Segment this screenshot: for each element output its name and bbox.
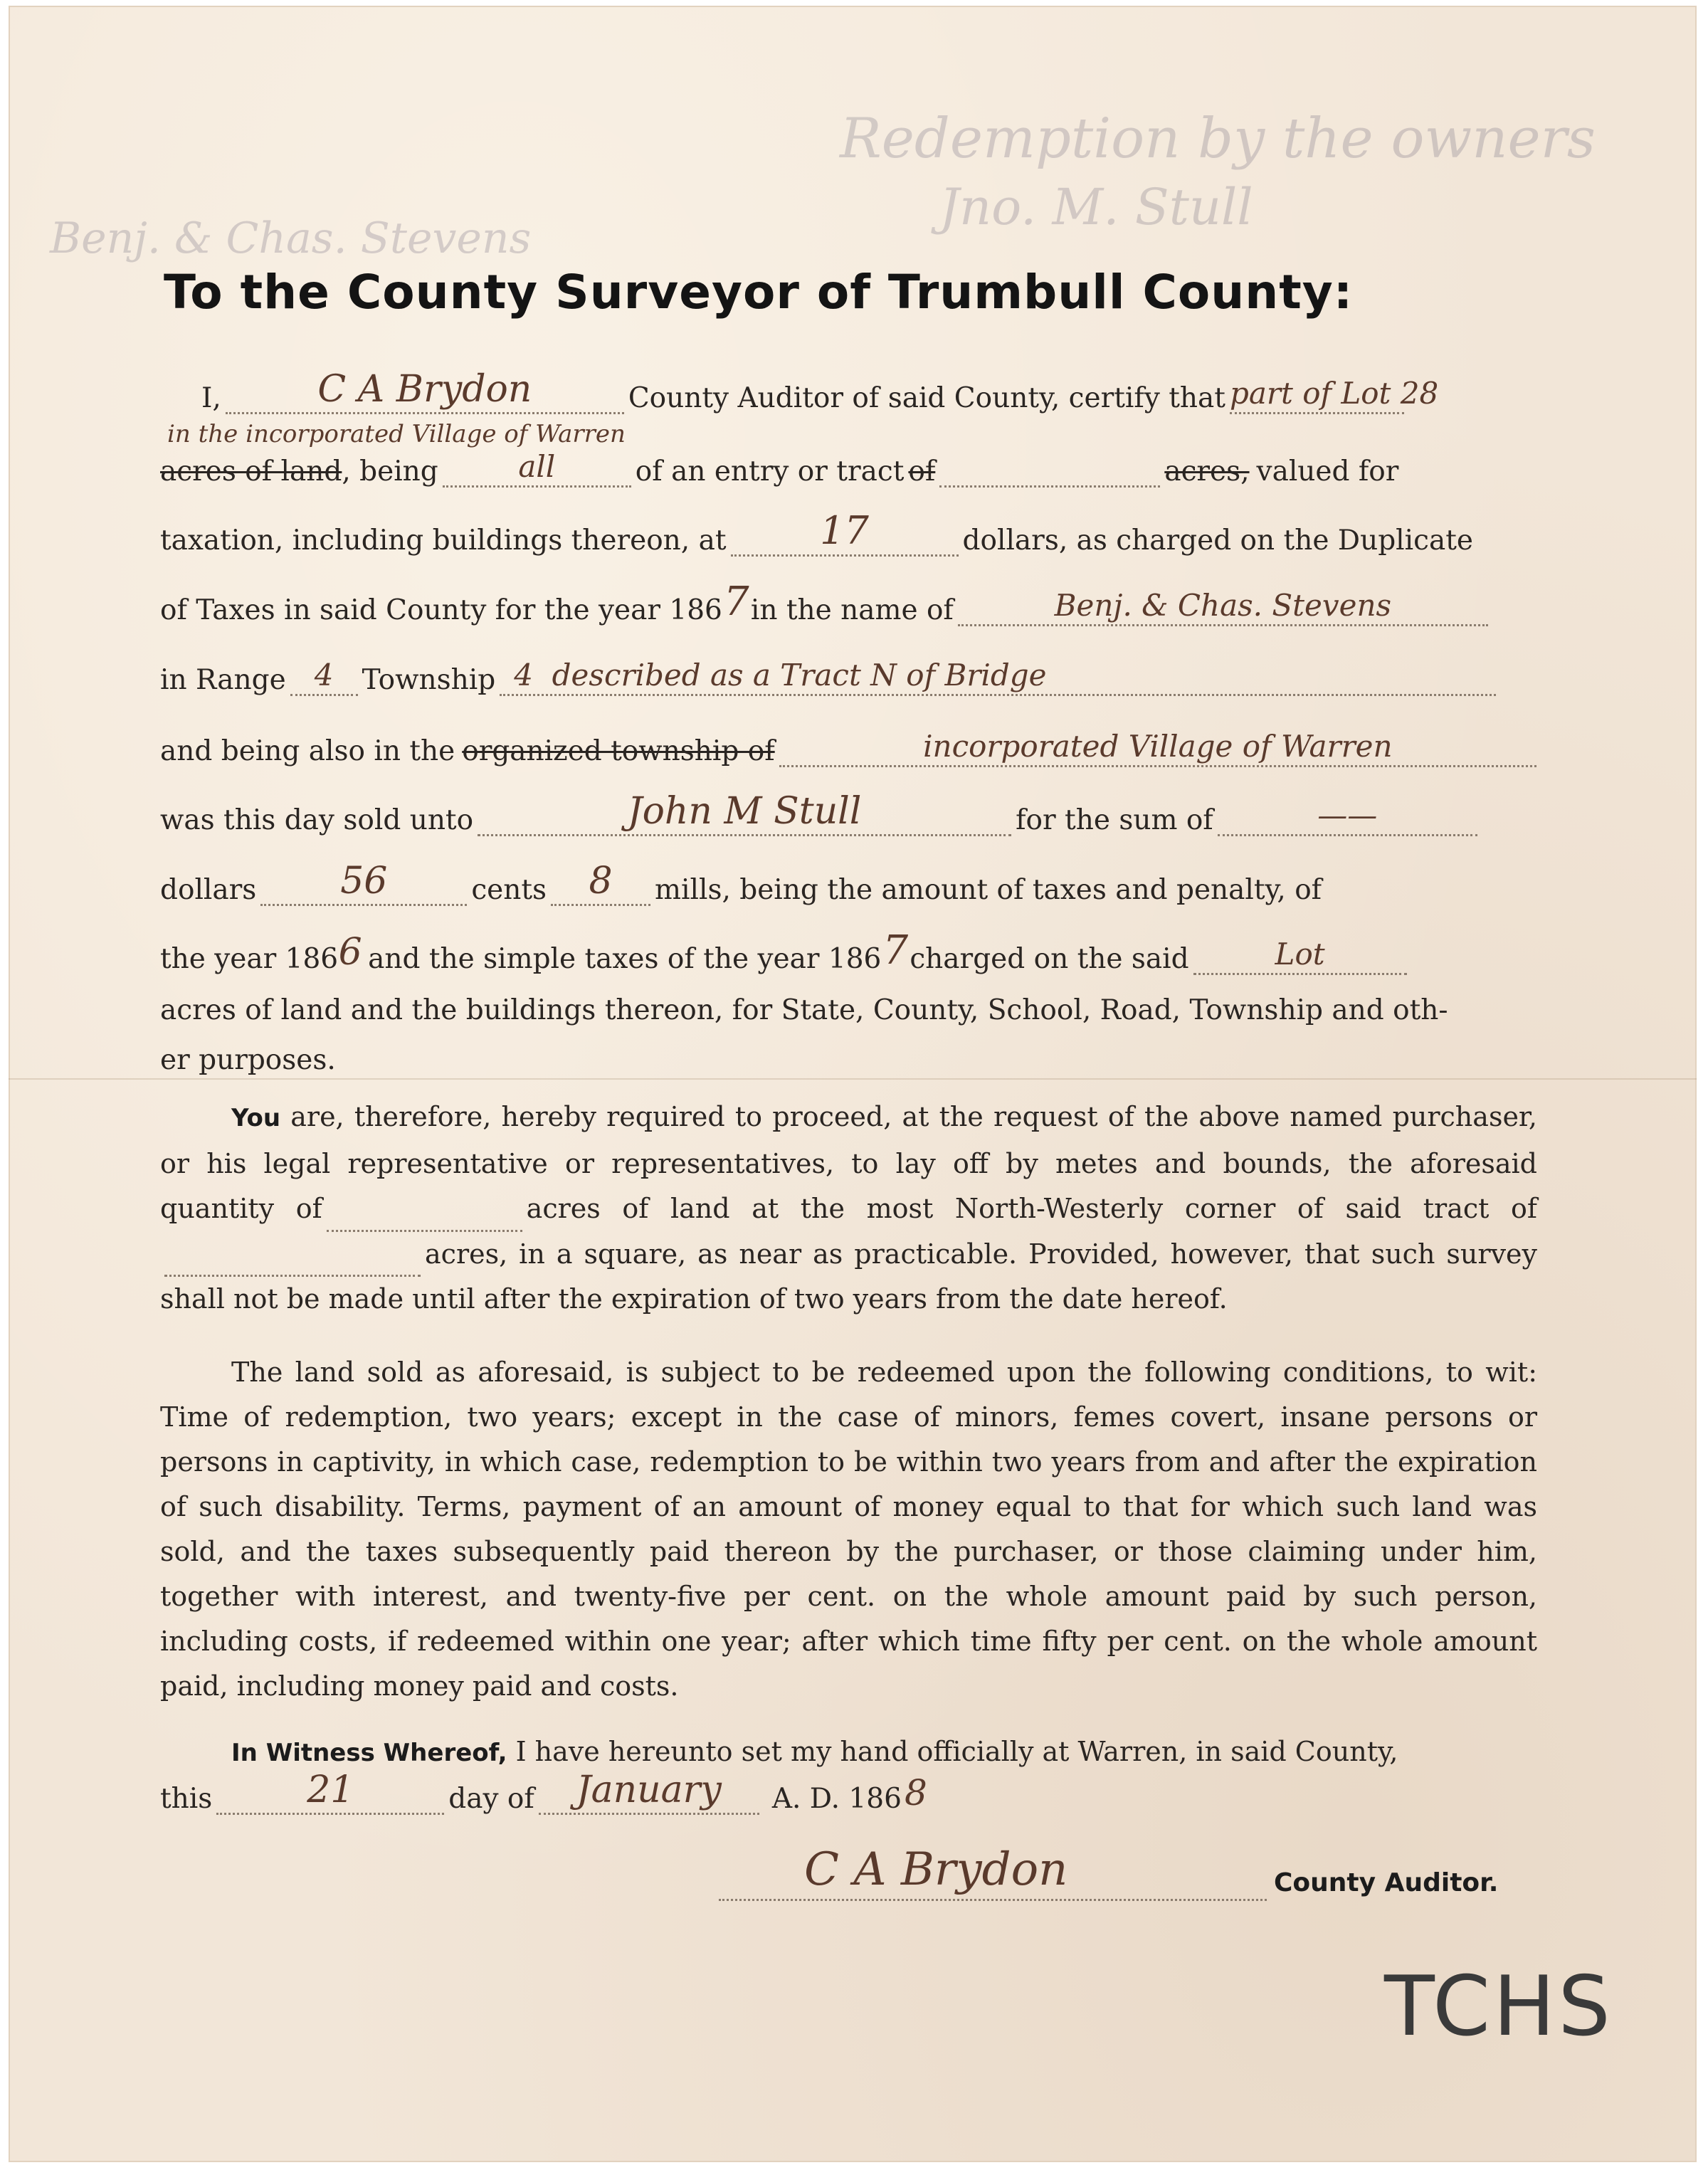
- sum-field: ——: [1218, 797, 1477, 836]
- form-line-7: was this day sold unto John M Stull for the sum of ——: [160, 794, 1541, 836]
- document-title: To the County Surveyor of Trumbull County:: [164, 265, 1354, 320]
- year1-field: 6: [338, 931, 362, 974]
- form-line-11: er purposes.: [160, 1044, 336, 1076]
- year3-field: 8: [905, 1772, 927, 1813]
- form-line-6: and being also in the organized township of incorporated Village of Warren: [160, 725, 1541, 767]
- witness-paragraph: In Witness Whereof, I have hereunto set my hand officially at Warren, in said County,: [231, 1736, 1398, 1767]
- paragraph-survey-instructions: You are, therefore, hereby required to proceed, at the request of the above named purchaser, or his legal representative or representatives, to lay off by metes and bounds, the aforesaid quantity of acres of land at the most North-Westerly corner of said tract ofacres, in a square, as near as practicable. Provided, however, that such survey shall not be made until after the expiration of two years from the date hereof.: [160, 1101, 1537, 1315]
- year-field: 7: [724, 579, 749, 625]
- date-line: this 21 day of January A. D. 186 8: [160, 1772, 1541, 1815]
- tchs-watermark: TCHS: [1384, 1959, 1613, 2055]
- document-paper: [9, 6, 1697, 2162]
- form-line-9: the year 186 6 and the simple taxes of the year 186 7 charged on the said Lot: [160, 932, 1541, 975]
- form-line-1: I, C A Brydon County Auditor of said County, certify that part of Lot 28: [201, 368, 1439, 414]
- auditor-signature: C A Brydon: [804, 1843, 1068, 1896]
- form-line-8: dollars 56 cents 8 mills, being the amount of taxes and penalty, of: [160, 860, 1322, 906]
- ghost-mark: Benj. & Chas. Stevens: [50, 214, 532, 263]
- paragraph-redemption-conditions: The land sold as aforesaid, is subject to be redeemed upon the following conditions, to wit: Time of redemption, two years; except in the case of minors, femes covert, insane persons or persons in captivity, in which case, redemption to be within two years from and after the expiration of such disability. Terms, payment of an amount of money equal to that for which such land was sold, and the taxes subsequently paid thereon by the purchaser, or those claiming under him, together with interest, and twenty-five per cent. on the whole amount paid by such person, including costs, if redeemed within one year; after which time fifty per cent. on the whole amount paid, including money paid and costs.: [160, 1357, 1537, 1702]
- form-line-5: in Range 4 Township 4 described as a Tract N of Bridge: [160, 653, 1541, 696]
- month-field: January: [539, 1776, 759, 1815]
- cents-field: 56: [260, 867, 467, 906]
- owner-name-field: Benj. & Chas. Stevens: [958, 587, 1488, 626]
- quantity-field: [327, 1201, 522, 1232]
- land-description-field: part of Lot 28: [1230, 375, 1404, 414]
- form-line-10: acres of land and the buildings thereon, for State, County, School, Road, Township and oth-: [160, 994, 1448, 1026]
- signature-line: [719, 1899, 1267, 1901]
- tract-field: [164, 1246, 421, 1277]
- purchaser-field: John M Stull: [478, 797, 1011, 836]
- form-line-3: taxation, including buildings thereon, at 17 dollars, as charged on the Duplicate: [160, 508, 1473, 557]
- county-auditor-label: County Auditor.: [1274, 1868, 1499, 1897]
- auditor-name-field: C A Brydon: [226, 375, 624, 414]
- place-field: incorporated Village of Warren: [779, 728, 1536, 767]
- ghost-mark: Redemption by the owners: [840, 107, 1596, 171]
- tract-acres-field: [939, 448, 1160, 488]
- form-line-4: of Taxes in said County for the year 186 7 in the name of Benj. & Chas. Stevens: [160, 584, 1541, 626]
- ghost-mark: Jno. M. Stull: [939, 178, 1253, 236]
- year2-field: 7: [882, 927, 909, 974]
- form-line-2: acres of land , being all of an entry or tract of acres, valued for: [160, 449, 1399, 488]
- valuation-field: 17: [731, 517, 959, 557]
- fold-crease: [9, 1078, 1697, 1080]
- mills-field: 8: [551, 867, 650, 906]
- lot-field: Lot: [1193, 936, 1407, 975]
- township-description-field: 4 described as a Tract N of Bridge: [500, 657, 1496, 696]
- handwritten-note: in the incorporated Village of Warren: [167, 420, 626, 448]
- range-field: 4: [290, 657, 358, 696]
- portion-field: all: [443, 448, 631, 488]
- day-field: 21: [216, 1776, 444, 1815]
